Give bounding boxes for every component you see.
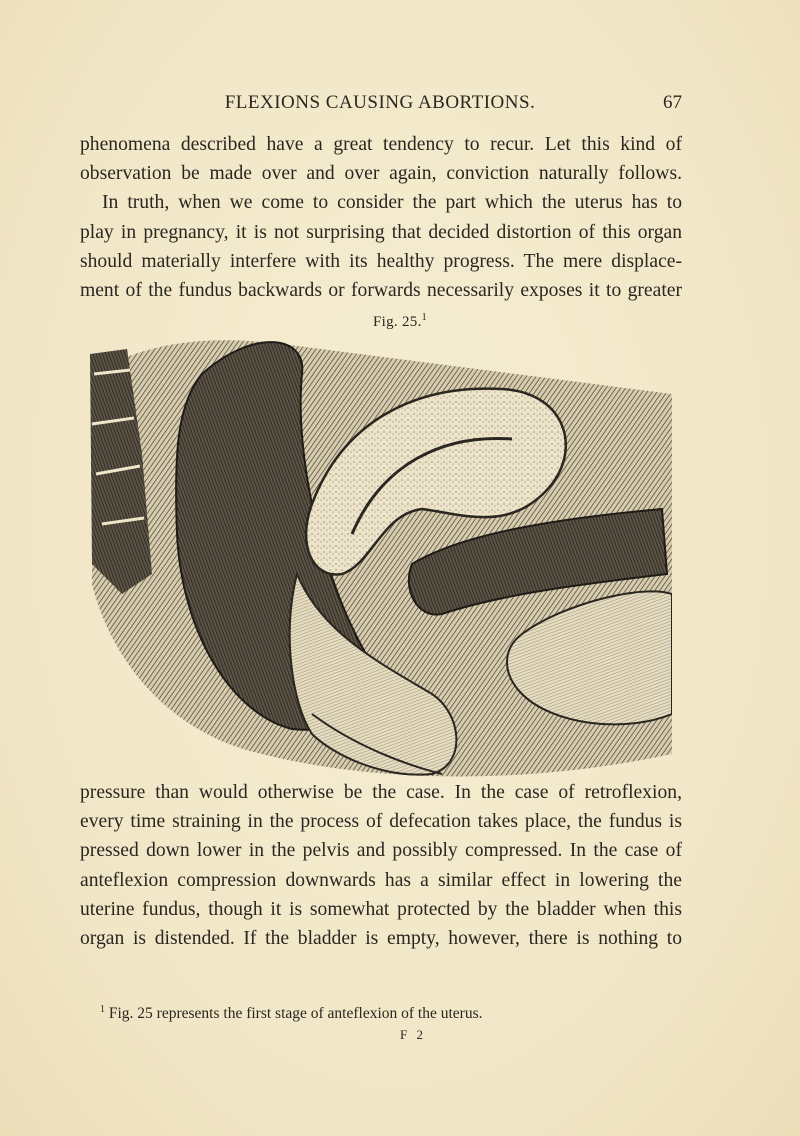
running-head (80, 92, 680, 120)
text-line: organ is distended. If the bladder is empty, however, there is nothing to (80, 928, 682, 950)
running-head-title: FLEXIONS CAUSING ABORTIONS. (224, 92, 536, 113)
text-line: In truth, when we come to consider the part which the uterus has to (102, 192, 682, 214)
text-line: pressure than would otherwise be the case. In the case of retroflexion, (80, 782, 682, 803)
footnote-text: Fig. 25 represents the first stage of anteflexion of the uterus. (108, 1005, 483, 1023)
text-line: uterine fundus, though it is somewhat protected by the bladder when this (80, 898, 682, 920)
figure-caption-text: Fig. 25. (373, 314, 422, 330)
text-line: should materially interfere with its healthy progress. The mere displace- (80, 250, 682, 272)
paragraph-top (80, 130, 682, 305)
text-line: every time straining in the process of defecation takes place, the fundus is (80, 811, 682, 833)
text-line: observation be made over and over again, conviction naturally follows. (80, 163, 682, 185)
footnote-ref: 1 (421, 312, 427, 323)
text-line: pressed down lower in the pelvis and possibly compressed. In the case of (80, 840, 682, 862)
text-line: ment of the fundus backwards or forwards necessarily exposes it to greater (80, 280, 682, 302)
footnote-marker: 1 (100, 1004, 105, 1015)
text-line: phenomena described have a great tendency to recur. Let this kind of (80, 134, 682, 155)
anatomical-illustration (82, 334, 672, 784)
page-number: 67 (663, 92, 682, 113)
signature-mark: F 2 (400, 1027, 426, 1042)
paragraph-bottom (80, 778, 682, 953)
text-line: play in pregnancy, it is not surprising that decided distortion of this organ (80, 221, 682, 243)
figure-caption (0, 312, 800, 331)
footnote (100, 1004, 700, 1023)
text-line: anteflexion compression downwards has a similar effect in lowering the (80, 869, 682, 891)
